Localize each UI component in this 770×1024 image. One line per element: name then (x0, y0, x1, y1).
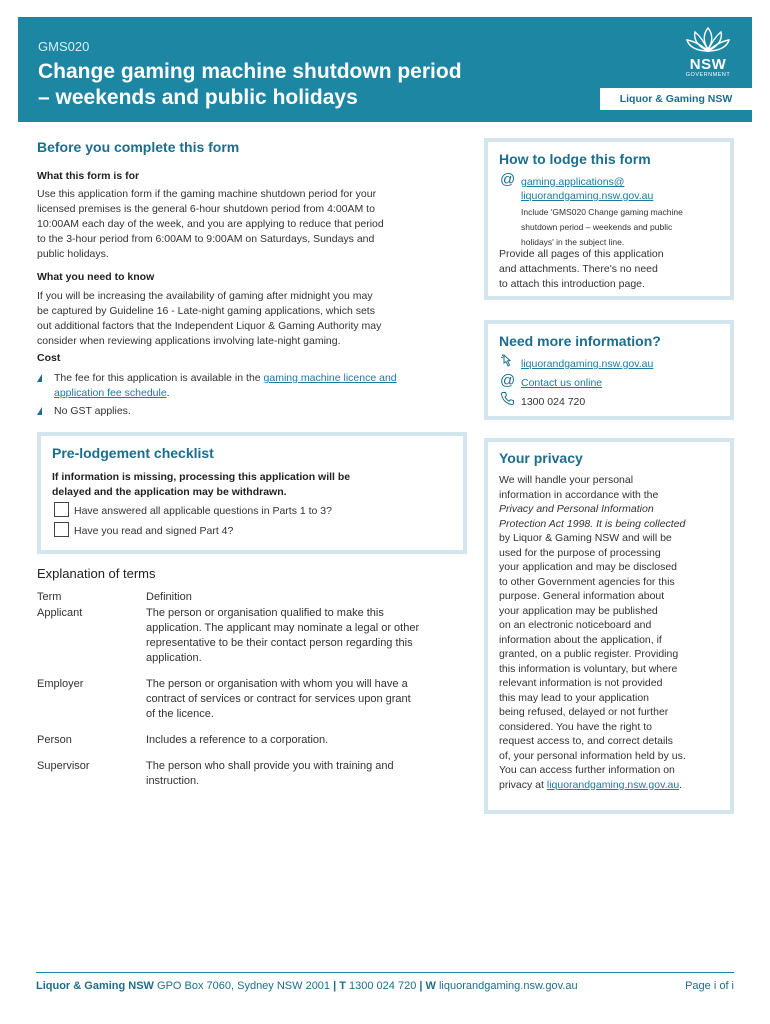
privacy-line: your application may be published (499, 604, 658, 617)
fee-schedule-link[interactable]: gaming machine licence and (263, 372, 397, 384)
footer (36, 980, 734, 992)
waratah-icon (685, 27, 731, 53)
before-heading: Before you complete this form (37, 139, 240, 155)
email-icon: @ (500, 171, 516, 188)
lodge-box (484, 138, 734, 300)
term-employer: Employer (37, 678, 84, 690)
privacy-line: relevant information is not provided (499, 677, 663, 689)
title-line-1: Change gaming machine shutdown period (38, 60, 462, 83)
privacy-line: granted, on a public register. Providing (499, 648, 679, 660)
definition-line: application. The applicant may nominate a legal or other (146, 622, 420, 634)
definition-line: application. (146, 652, 202, 664)
privacy-line: purpose. General information about (499, 590, 665, 602)
provide-line: and attachments. There's no need (499, 263, 658, 275)
lodge-subject-note (521, 205, 683, 250)
more-info-heading: Need more information? (499, 333, 661, 349)
privacy-line: on an electronic noticeboard and (499, 619, 652, 631)
terms-heading: Explanation of terms (37, 566, 156, 581)
privacy-line: being refused, delayed or not further (499, 706, 669, 718)
nsw-government-logo (678, 27, 738, 78)
checkbox-signed-part4[interactable] (54, 522, 69, 537)
provide-line: Provide all pages of this application (499, 248, 664, 260)
privacy-last-text: privacy at (499, 778, 547, 791)
privacy-line: Protection Act 1998. It is being collected (499, 517, 686, 530)
definition-line: The person or organisation qualified to make this (146, 607, 384, 619)
form-code: GMS020 (38, 39, 90, 54)
terms-col-definition: Definition (146, 591, 192, 603)
what-for-line: Use this application form if the gaming machine shutdown period for your (37, 188, 377, 200)
more-info-box (484, 320, 734, 420)
cost-bullet-gst (37, 404, 467, 419)
privacy-box (484, 438, 734, 814)
need-know-line: consider when reviewing applications involving late-night gaming. (37, 335, 341, 347)
need-know-heading: What you need to know (37, 271, 155, 283)
privacy-line: this information is voluntary, but where (499, 662, 678, 675)
checklist-item-label: Have you read and signed Part 4? (74, 525, 234, 537)
website-link[interactable]: liquorandgaming.nsw.gov.au (521, 358, 654, 370)
triangle-bullet-icon (37, 407, 42, 415)
definition-line: instruction. (146, 775, 200, 787)
note-line: shutdown period – weekends and public (521, 222, 673, 232)
note-line: holidays' in the subject line. (521, 237, 625, 247)
need-know-line: be captured by Guideline 16 - Late-night gaming applications, which sets (37, 305, 375, 317)
cost-text-end: . (166, 387, 170, 399)
privacy-line: information about the application, if (499, 633, 662, 646)
checkbox-answered-questions[interactable] (54, 502, 69, 517)
what-for-heading: What this form is for (37, 170, 140, 182)
footer-divider (36, 972, 734, 973)
title-line-2: – weekends and public holidays (38, 86, 358, 109)
footer-separator: | (333, 980, 337, 992)
footer-address: GPO Box 7060, Sydney NSW 2001 (153, 980, 334, 992)
checklist-warning (52, 470, 350, 500)
privacy-line: this may lead to your application (499, 691, 649, 704)
what-for-line: to the 3-hour period from 6:00AM to 9:00AM on Saturdays, Sundays and (37, 233, 375, 245)
logo-subtext: GOVERNMENT (685, 72, 731, 78)
footer-web-label: W (422, 980, 436, 992)
privacy-line: We will handle your personal (499, 474, 634, 486)
triangle-bullet-icon (37, 374, 42, 382)
email-link[interactable]: liquorandgaming.nsw.gov.au (521, 190, 654, 202)
privacy-last-period: . (679, 778, 683, 791)
definition-line: The person or organisation with whom you will have a (146, 678, 408, 690)
what-for-line: licensed premises is the general 6-hour shutdown period from 4:00AM to (37, 203, 375, 215)
privacy-line: your application and may be disclosed (499, 561, 678, 573)
term-supervisor: Supervisor (37, 760, 90, 772)
gst-text: No GST applies. (54, 405, 131, 417)
page-title (38, 59, 558, 111)
privacy-line: of, your personal information held by us. (499, 749, 686, 762)
cost-heading: Cost (37, 352, 61, 364)
lodge-email[interactable] (521, 175, 653, 203)
terms-col-term: Term (37, 591, 62, 603)
checklist-item-label: Have answered all applicable questions in Parts 1 to 3? (74, 505, 332, 517)
privacy-line: information in accordance with the (499, 488, 659, 501)
what-for-line: public holidays. (37, 248, 109, 260)
privacy-line: to other Government agencies for this (499, 575, 675, 588)
need-know-text (37, 289, 467, 349)
privacy-line: considered. You have the right to (499, 720, 652, 733)
privacy-heading: Your privacy (499, 450, 583, 466)
term-applicant: Applicant (37, 607, 83, 619)
footer-website: liquorandgaming.nsw.gov.au (435, 980, 578, 992)
need-know-line: If you will be increasing the availability of gaming after midnight you may (37, 290, 373, 302)
footer-phone: 1300 024 720 (345, 980, 420, 992)
cost-bullet-fee (37, 371, 467, 401)
lodge-heading: How to lodge this form (499, 151, 651, 167)
definition-employer (146, 677, 466, 722)
logo-text: NSW (689, 56, 727, 73)
email-link[interactable]: gaming.applications@ (521, 176, 625, 188)
checklist-box (37, 432, 467, 554)
warning-line: If information is missing, processing this application will be (52, 471, 351, 483)
term-person: Person (37, 734, 72, 746)
mouse-pointer-icon (500, 354, 514, 368)
contact-online-link[interactable]: Contact us online (521, 377, 603, 389)
phone-icon (500, 391, 515, 406)
what-for-line: 10:00AM each day of the week, and you are applying to reduce that period (37, 218, 384, 230)
privacy-last-line (499, 778, 731, 793)
provide-line: to attach this introduction page. (499, 278, 645, 290)
definition-line: Includes a reference to a corporation. (146, 734, 329, 746)
lodge-provide-text (499, 247, 724, 292)
definition-applicant (146, 606, 466, 666)
definition-line: contract of services or contract for services upon grant (146, 693, 411, 705)
privacy-website-link[interactable]: liquorandgaming.nsw.gov.au (546, 778, 680, 791)
warning-line: delayed and the application may be withdrawn. (52, 486, 287, 498)
privacy-text (499, 473, 731, 792)
definition-line: The person who shall provide you with training and (146, 760, 394, 772)
privacy-line: used for the purpose of processing (499, 546, 661, 559)
email-icon: @ (500, 372, 516, 389)
footer-phone-label: T (336, 980, 346, 992)
footer-org: Liquor & Gaming NSW (36, 980, 154, 992)
page-number: Page i of i (685, 980, 734, 992)
definition-line: representative to be their contact person regarding this (146, 637, 413, 649)
checklist-heading: Pre-lodgement checklist (52, 445, 214, 461)
note-line: Include 'GMS020 Change gaming machine (521, 207, 683, 217)
need-know-line: out additional factors that the Independent Liquor & Gaming Authority may (37, 320, 382, 332)
header-banner (18, 17, 752, 122)
privacy-line: Privacy and Personal Information (499, 503, 654, 515)
definition-line: of the licence. (146, 708, 214, 720)
privacy-line: by Liquor & Gaming NSW and will be (499, 532, 672, 544)
fee-schedule-link-cont[interactable]: application fee schedule (54, 387, 167, 399)
cost-text: The fee for this application is available in the (54, 372, 264, 384)
definition-supervisor (146, 759, 466, 789)
footer-separator: | (419, 980, 423, 992)
privacy-line: request access to, and correct details (499, 735, 673, 747)
agency-tag: Liquor & Gaming NSW (600, 88, 752, 110)
what-for-text (37, 187, 467, 262)
privacy-line: You can access further information on (499, 764, 675, 776)
phone-number: 1300 024 720 (521, 396, 586, 408)
definition-person (146, 733, 466, 748)
